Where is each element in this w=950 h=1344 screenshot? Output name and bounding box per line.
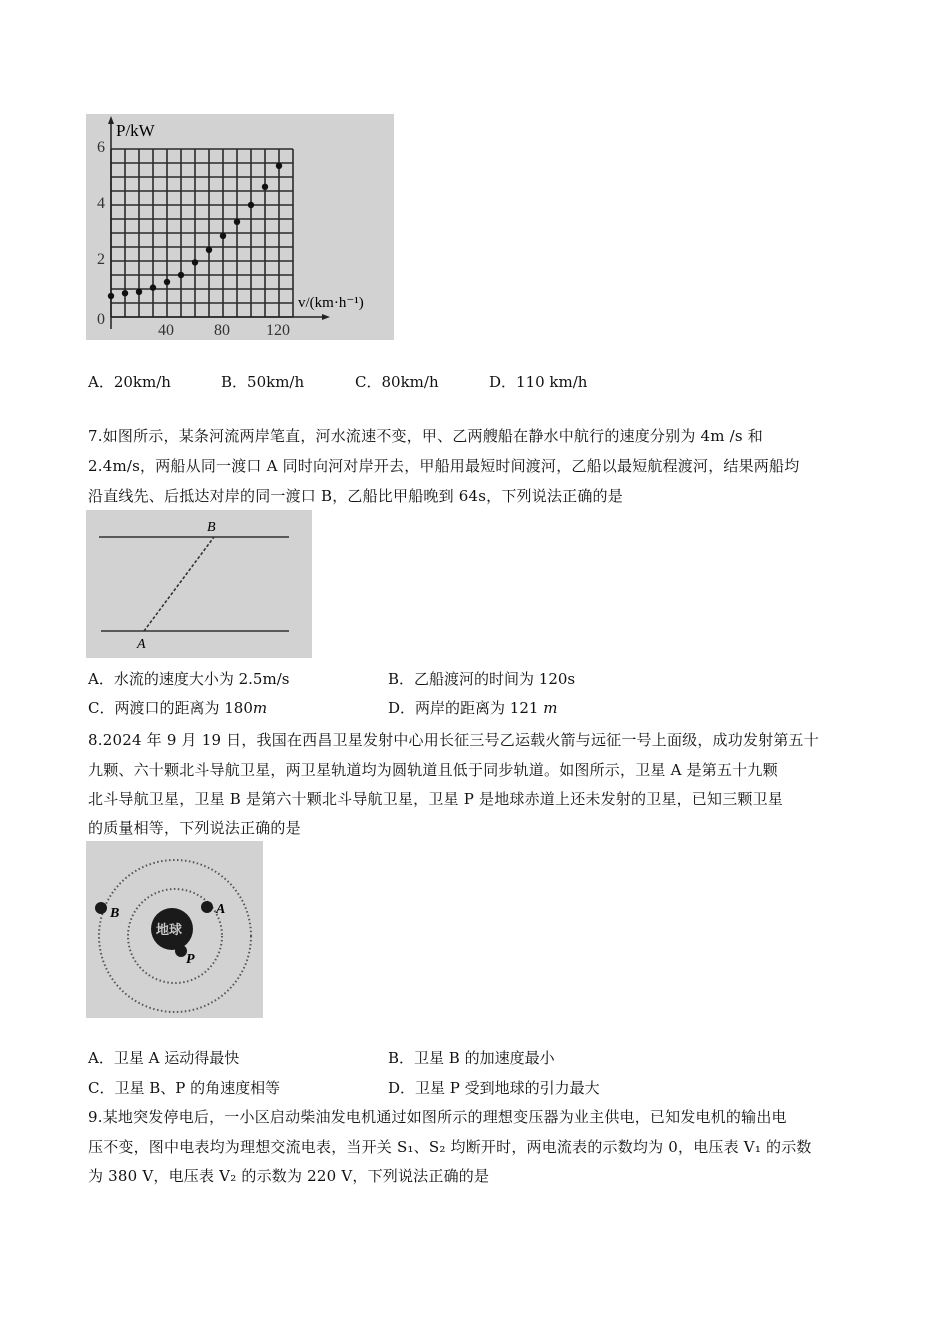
data-point (276, 163, 282, 169)
label-p: P (186, 952, 195, 967)
q8-stem-line-4: 的质量相等，下列说法正确的是 (88, 819, 301, 837)
q6-power-speed-chart (86, 114, 394, 340)
crossing-path-dashed (144, 537, 214, 631)
y-tick-2: 2 (97, 251, 105, 268)
data-point (122, 290, 128, 296)
x-tick-120: 120 (266, 322, 290, 339)
origin-label: 0 (97, 311, 105, 328)
q7-river-diagram (86, 510, 312, 658)
q6-option-b: B．50km/h (221, 373, 305, 391)
q8-option-d: D．卫星 P 受到地球的引力最大 (388, 1079, 600, 1097)
data-point (234, 219, 240, 225)
label-a: A (137, 637, 146, 652)
q7-stem-line-3: 沿直线先、后抵达对岸的同一渡口 B，乙船比甲船晚到 64s，下列说法正确的是 (88, 487, 623, 505)
q8-option-a: A．卫星 A 运动得最快 (88, 1049, 240, 1067)
data-point (192, 259, 198, 265)
y-axis-arrow-icon (108, 116, 114, 124)
q8-orbit-diagram (86, 841, 263, 1018)
q9-stem-line-3: 为 380 V，电压表 V₂ 的示数为 220 V，下列说法正确的是 (88, 1167, 490, 1185)
q7-stem-line-1: 7.如图所示，某条河流两岸笔直，河水流速不变，甲、乙两艘船在静水中航行的速度分别为 4m /s 和 (88, 427, 763, 445)
q6-option-a: A．20km/h (88, 373, 171, 391)
q7-option-d: D．两岸的距离为 121 m (388, 699, 558, 717)
data-point (262, 184, 268, 190)
q7-option-a: A．水流的速度大小为 2.5m/s (88, 670, 290, 688)
q6-option-c: C．80km/h (355, 373, 439, 391)
data-point (108, 293, 114, 299)
x-tick-80: 80 (214, 322, 230, 339)
earth-label: 地球 (156, 922, 183, 937)
satellite-b-icon (95, 902, 107, 914)
y-tick-4: 4 (97, 195, 105, 212)
q9-stem-line-2: 压不变，图中电表均为理想交流电表，当开关 S₁、S₂ 均断开时，两电流表的示数均为 0，电压表 V₁ 的示数 (88, 1138, 812, 1156)
x-axis-label: v/(km·h⁻¹) (298, 295, 364, 311)
label-b: B (110, 906, 120, 921)
q7-option-b: B．乙船渡河的时间为 120s (388, 670, 576, 688)
q8-stem-line-3: 北斗导航卫星，卫星 B 是第六十颗北斗导航卫星，卫星 P 是地球赤道上还未发射的卫星，已知三颗卫星 (88, 790, 783, 808)
data-point (136, 289, 142, 295)
data-point (206, 247, 212, 253)
data-point (178, 272, 184, 278)
y-axis-label: P/kW (116, 121, 155, 140)
x-tick-40: 40 (158, 322, 174, 339)
y-tick-6: 6 (97, 139, 105, 156)
q8-stem-line-1: 8.2024 年 9 月 19 日，我国在西昌卫星发射中心用长征三号乙运载火箭与远征一号上面级，成功发射第五十 (88, 731, 819, 749)
x-axis-arrow-icon (322, 314, 330, 320)
q9-stem-line-1: 9.某地突发停电后，一小区启动柴油发电机通过如图所示的理想变压器为业主供电，已知发电机的输出电 (88, 1108, 787, 1126)
data-point (164, 279, 170, 285)
label-a: A (216, 902, 226, 917)
q8-option-b: B．卫星 B 的加速度最小 (388, 1049, 555, 1067)
data-point (220, 233, 226, 239)
q8-stem-line-2: 九颗、六十颗北斗导航卫星，两卫星轨道均为圆轨道且低于同步轨道。如图所示，卫星 A 是第五十九颗 (88, 761, 778, 779)
q7-option-c: C．两渡口的距离为 180m (88, 699, 268, 717)
q8-option-c: C．卫星 B、P 的角速度相等 (88, 1079, 281, 1097)
data-point (248, 202, 254, 208)
label-b: B (207, 520, 216, 535)
q6-option-d: D．110 km/h (489, 373, 588, 391)
satellite-a-icon (201, 901, 213, 913)
chart-canvas (86, 114, 394, 340)
q7-stem-line-2: 2.4m/s，两船从同一渡口 A 同时向河对岸开去，甲船用最短时间渡河，乙船以最短航程渡河，结果两船均 (88, 457, 800, 475)
data-point (150, 284, 156, 290)
